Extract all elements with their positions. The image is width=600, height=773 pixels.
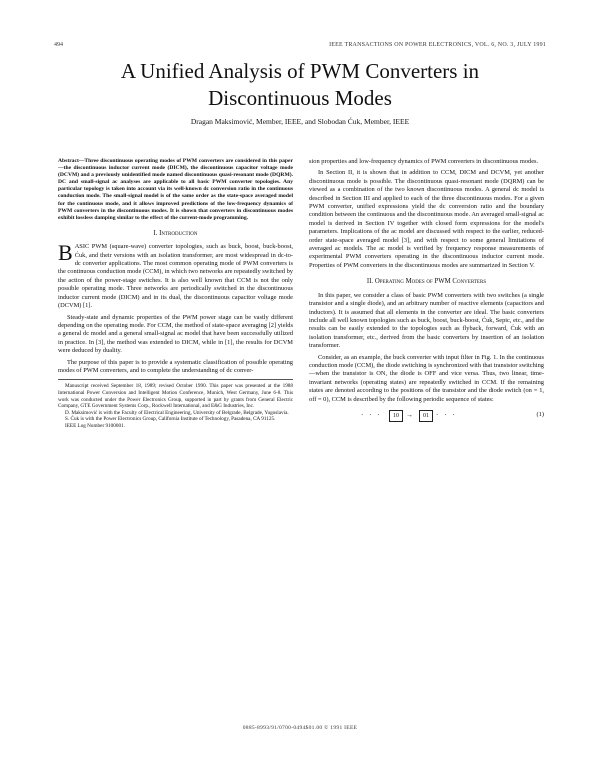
- right-column: [309, 158, 544, 428]
- state-box-10: 10: [389, 410, 403, 422]
- title-line-1: A Unified Analysis of PWM Converters in: [120, 59, 480, 83]
- section-heading-introduction: I. Introduction: [153, 229, 198, 237]
- arrow-1: →: [406, 410, 415, 419]
- copyright-footer: 0885-8993/91/0700-0494$01.00 © 1991 IEEE: [242, 725, 358, 731]
- page-number: 494: [54, 42, 63, 48]
- continued-paragraph: sion properties and low-frequency dynamics of PWM converters in discontinuous modes.: [309, 158, 539, 165]
- intro-paragraph-1-text: ASIC PWM (square-wave) converter topologies, such as buck, boost, buck-boost, Ćuk, and their versions with an isolation transformer, are most widespread in dc-to-dc converter applications. The most common operating mode of PWM converters is the continuous conduction mode (CCM), in which two networks are repeatedly switched by the action of the power-stage switches. It is also well known that CCM is not the only possible operating mode. Three networks are periodically switched in the discontinuous inductor current mode (DICM) and in its dual, the discontinuous capacitor voltage mode (DCVM) [1].: [58, 243, 293, 310]
- ellipsis-left: · · ·: [361, 410, 382, 419]
- sections-overview-paragraph: In Section II, it is shown that in addition to CCM, DICM and DCVM, yet another discontinuous mode is possible. The discontinuous quasi-resonant mode (DQRM) can be viewed as a combination of the two known discontinuous modes. A general dc model is described in Section III and applied to each of the three discontinuous modes. For a given PWM converter, unified expressions yield the dc conversion ratio and the boundary condition between the continuous and the discontinuous mode. An averaged small-signal ac model is derived in Section IV together with closed form expressions for the model's parameters. Implications of the ac model are discussed with respect to the earlier, reduced-order state-space averaged model [3], and with respect to some general limitations of averaged ac models. The ac model is verified by frequency response measurements of experimental PWM converters operating in the discontinuous inductor current mode. Properties of PWM converters in the discontinuous modes are summarized in Section V.: [309, 169, 544, 269]
- ellipsis-right: · · ·: [436, 410, 457, 419]
- left-column: [58, 158, 293, 430]
- modes-paragraph-1: In this paper, we consider a class of basic PWM converters with two switches (a single transistor and a single diode), and an arbitrary number of reactive elements (capacitors and inductors). It is assumed that all elements in the converter are ideal. The basic converters include all well known topologies such as buck, boost, buck-boost, Ćuk, Sepic, etc., and the results can be easily extended to the topologies such as flyback, forward, Ćuk with an isolation transformer, etc., derived from the basic converters by insertion of an isolation transformer.: [309, 291, 544, 350]
- author-line: Dragan Maksimović, Member, IEEE, and Slobodan Ćuk, Member, IEEE: [190, 117, 410, 126]
- equation-number: (1): [536, 410, 544, 418]
- footnote-log-number: IEEE Log Number 9100001.: [65, 422, 125, 429]
- footnote-author-2: S. Ćuk is with the Power Electronics Group, California Institute of Technology, Pasadena, CA 91125.: [65, 416, 276, 423]
- footnote-author-1: D. Maksimović is with the Faculty of Electrical Engineering, University of Belgrade, Belgrade, Yugoslavia.: [65, 409, 289, 416]
- footnote-manuscript: Manuscript received September 18, 1989; revised October 1990. This paper was presented at the 1988 International Power Conversion and Intelligent Motion Conference, Munich, West Germany, June 6-8. This work was conducted under the Power Electronics Group, supported in part by grants from General Electric Company, GTE Government Systems Corp., Rockwell International, and E&G Industries, Inc.: [58, 383, 293, 410]
- intro-paragraph-3: The purpose of this paper is to provide a systematic classification of possible operating modes of PWM converters, and to complete the understanding of dc conver-: [58, 358, 293, 374]
- intro-paragraph-1: [58, 240, 293, 310]
- equation-1: [309, 408, 544, 424]
- journal-header: IEEE TRANSACTIONS ON POWER ELECTRONICS, VOL. 6, NO. 3, JULY 1991: [329, 42, 546, 48]
- state-box-01: 01: [419, 410, 433, 422]
- modes-paragraph-2: Consider, as an example, the buck converter with input filter in Fig. 1. In the continuous conduction mode (CCM), the diode switching is synchronized with that transistor switching—when the transistor is ON, the diode is OFF and vice versa. Thus, two linear, time-invariant networks (operating states) are repeatedly switched in CCM. If the remaining states are denoted according to the positions of the transistor and the diode switch (on = 1, off = 0), CCM is described by the following periodic sequence of states:: [309, 353, 544, 403]
- title-line-2: Discontinuous Modes: [208, 86, 392, 110]
- footnotes: [58, 379, 293, 429]
- intro-paragraph-2: Steady-state and dynamic properties of the PWM power stage can be vastly different depending on the operating mode. For CCM, the method of state-space averaging [2] yields a general dc model and a general small-signal ac model that have been successfully utilized in practice. In [3], the method was extended to DICM, while in [1], the results for DCVM were deduced by duality.: [58, 313, 293, 355]
- drop-cap: B: [58, 240, 73, 266]
- abstract: Abstract—Three discontinuous operating modes of PWM converters are considered in this paper—the discontinuous inductor current mode (DICM), the discontinuous capacitor voltage mode (DCVM) and a previously unidentified mode named discontinuous quasi-resonant mode (DQRM). DC and small-signal ac analyses are applicable to all basic PWM converter topologies. Any particular topology is taken into account via its well-known dc conversion ratio in the continuous conduction mode. The small-signal model is of the same order as the state-space averaged model for the continuous mode, and it allows improved predictions of the low-frequency dynamics of PWM converters in the discontinuous modes. It is shown that converters in discontinuous modes exhibit lossless damping similar to the effect of the current-mode programming.: [58, 158, 293, 221]
- section-heading-operating-modes: II. Operating Modes of PWM Converters: [366, 278, 487, 286]
- paper-title: [0, 58, 600, 112]
